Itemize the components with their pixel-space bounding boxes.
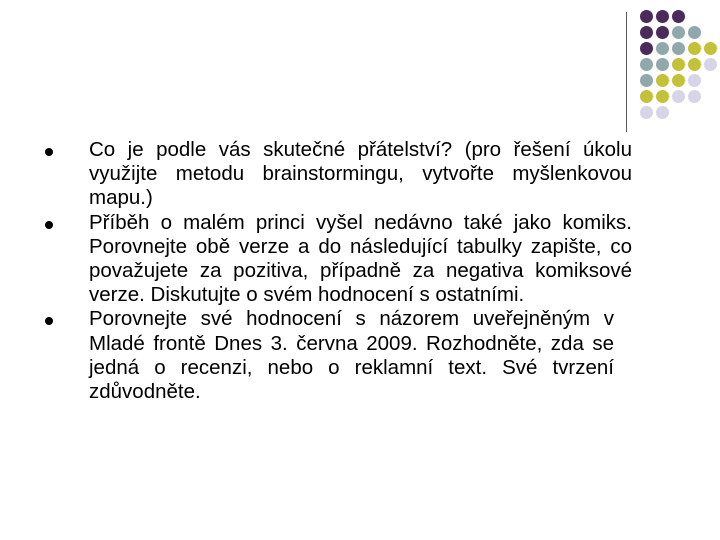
decorative-dot (672, 58, 685, 71)
decorative-dot (656, 42, 669, 55)
decorative-dot (704, 58, 717, 71)
decorative-dot (704, 42, 717, 55)
decorative-dot (672, 26, 685, 39)
decorative-dot (656, 26, 669, 39)
decorative-dot (656, 10, 669, 23)
decorative-dot (688, 90, 701, 103)
decorative-dot (688, 58, 701, 71)
decorative-dot (656, 74, 669, 87)
decorative-dot (688, 42, 701, 55)
bullet-dot-icon (45, 317, 53, 325)
decorative-dot (640, 90, 653, 103)
bullet-dot-icon (45, 148, 53, 156)
bullet-dot-icon (45, 221, 53, 229)
bullet-text: Co je podle vás skutečné přátelství? (pro řešení úkolu využijte metodu brainstormingu, vytvořte myšlenkovou mapu.) (89, 138, 632, 210)
decorative-dot (688, 74, 701, 87)
slide-content (40, 138, 632, 404)
decorative-dot (640, 106, 653, 119)
bullet-item (40, 307, 632, 404)
decorative-dot (672, 90, 685, 103)
decorative-dot (688, 26, 701, 39)
decorative-dot (640, 26, 653, 39)
bullet-text: Porovnejte své hodnocení s názorem uveřejněným v Mladé frontě Dnes 3. června 2009. Rozhodněte, zda se jedná o recenzi, nebo o reklamní text. Své tvrzení zdůvodněte. (89, 307, 614, 404)
bullet-item (40, 211, 632, 308)
decorative-dot (672, 42, 685, 55)
bullet-list (40, 138, 632, 404)
decorative-dot (640, 42, 653, 55)
decorative-dot (656, 90, 669, 103)
decorative-dot (656, 58, 669, 71)
decorative-dot (672, 74, 685, 87)
bullet-text: Příběh o malém princi vyšel nedávno také jako komiks. Porovnejte obě verze a do následující tabulky zapište, co považujete za pozitiva, případně za negativa komiksové verze. Diskutujte o svém hodnocení s ostatními. (89, 210, 632, 307)
decorative-dot (656, 106, 669, 119)
decorative-divider-line (626, 12, 627, 132)
bullet-item (40, 138, 632, 211)
decorative-dot (640, 10, 653, 23)
decorative-dot (640, 58, 653, 71)
decorative-dot (640, 74, 653, 87)
decorative-dot (672, 10, 685, 23)
decorative-dot-grid (640, 10, 720, 120)
